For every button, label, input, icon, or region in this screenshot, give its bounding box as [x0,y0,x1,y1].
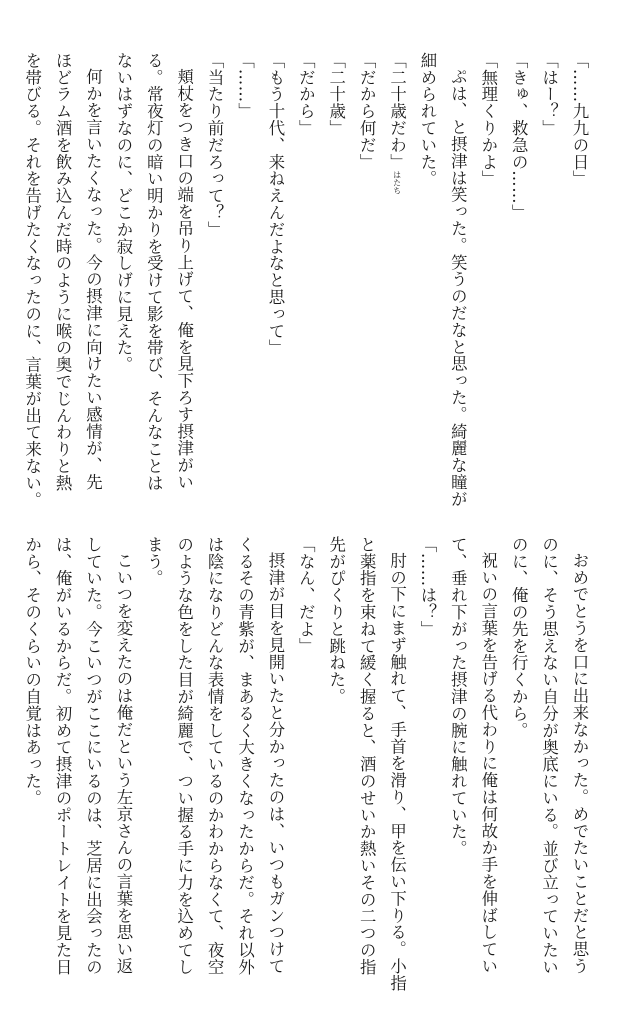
text-line: 「無理くりかよ」 [478,52,498,188]
text-line: まう。 [144,536,164,587]
text-line: を帯びる。それを告げたくなったのに、言葉が出て来ない。 [22,52,42,509]
text-line: 「きゅ、救急の……」 [509,52,529,221]
text-line: おめでとうを口に出来なかった。めでたいことだと思う [570,552,589,975]
upper-text-block [22,52,594,509]
text-line: 何かを言いたくなった。今の摂津に向けたい感情が、先 [83,68,103,491]
text-line: 「……は？」 [417,536,437,638]
text-line: こいつを変えたのは俺だという左京さんの言葉を思い返 [113,552,133,975]
text-line: 「なん、だよ」 [296,536,316,655]
text-line: 先がぴくりと跳ねた。 [326,536,346,705]
text-line: 細められていた。 [417,52,437,188]
text-line: していた。今こいつがここにいるのは、芝居に出会ったの [83,536,103,976]
text-line: 「二十歳」 [326,52,346,137]
text-line: 「当たり前だろって？」 [205,52,225,238]
text-line: ないはずなのに、どこか寂しげに見えた。 [113,52,133,374]
text-line: ほどラム酒を飲み込んだ時のように喉の奥でじんわりと熱 [53,52,73,492]
text-line: 摂津が目を見開いたと分かったのは、いつもガンつけて [265,552,285,975]
text-line: は陰になりどんな表情をしているのかわからなくて、夜空 [205,536,225,976]
text-line: 「だから」 [296,52,316,137]
text-line: 「もう十代、来ねえんだよなと思って」 [265,52,285,357]
dialogue-text: 「二十歳だわ」 [387,52,407,171]
text-line: 「……九九の日」 [570,52,589,188]
text-line: 「……」 [235,52,255,120]
text-line: ぷは、と摂津は笑った。笑うのだなと思った。綺麗な瞳が [448,68,468,508]
text-line: る。常夜灯の暗い明かりを受けて影を帯び、そんなことは [144,52,164,492]
text-line: くるその青紫が、まあるく大きくなったからだ。それ以外 [235,536,255,976]
text-line: と薬指を束ねて緩く握ると、酒のせいか熱いその二つの指 [357,536,377,976]
text-line: て、垂れ下がった摂津の腕に触れていた。 [448,536,468,858]
text-line: 頬杖をつき口の端を吊り上げて、俺を見下ろす摂津がい [174,68,194,491]
text-line: 祝いの言葉を告げる代わりに俺は何故か手を伸ばしてい [478,552,498,975]
text-line: のような色をした目が綺麗で、つい握る手に力を込めてし [174,536,194,976]
text-line: 肘の下にまず触れて、手首を滑り、甲を伝い下りる。小指 [387,552,407,992]
ruby-annotation: はたち [392,170,402,195]
text-line: から、そのくらいの自覚はあった。 [22,536,42,807]
lower-text-block [22,536,594,992]
text-line-with-ruby [381,52,411,488]
text-line: 「だから何だ」 [357,52,377,171]
text-line: 「はー？」 [539,52,559,137]
text-line: のに、そう思えない自分が奥底にいる。並び立っていたい [539,536,559,976]
text-line: のに、俺の先を行くから。 [509,536,529,739]
text-line: は、俺がいるからだ。初めて摂津のポートレイトを見た日 [53,536,73,976]
